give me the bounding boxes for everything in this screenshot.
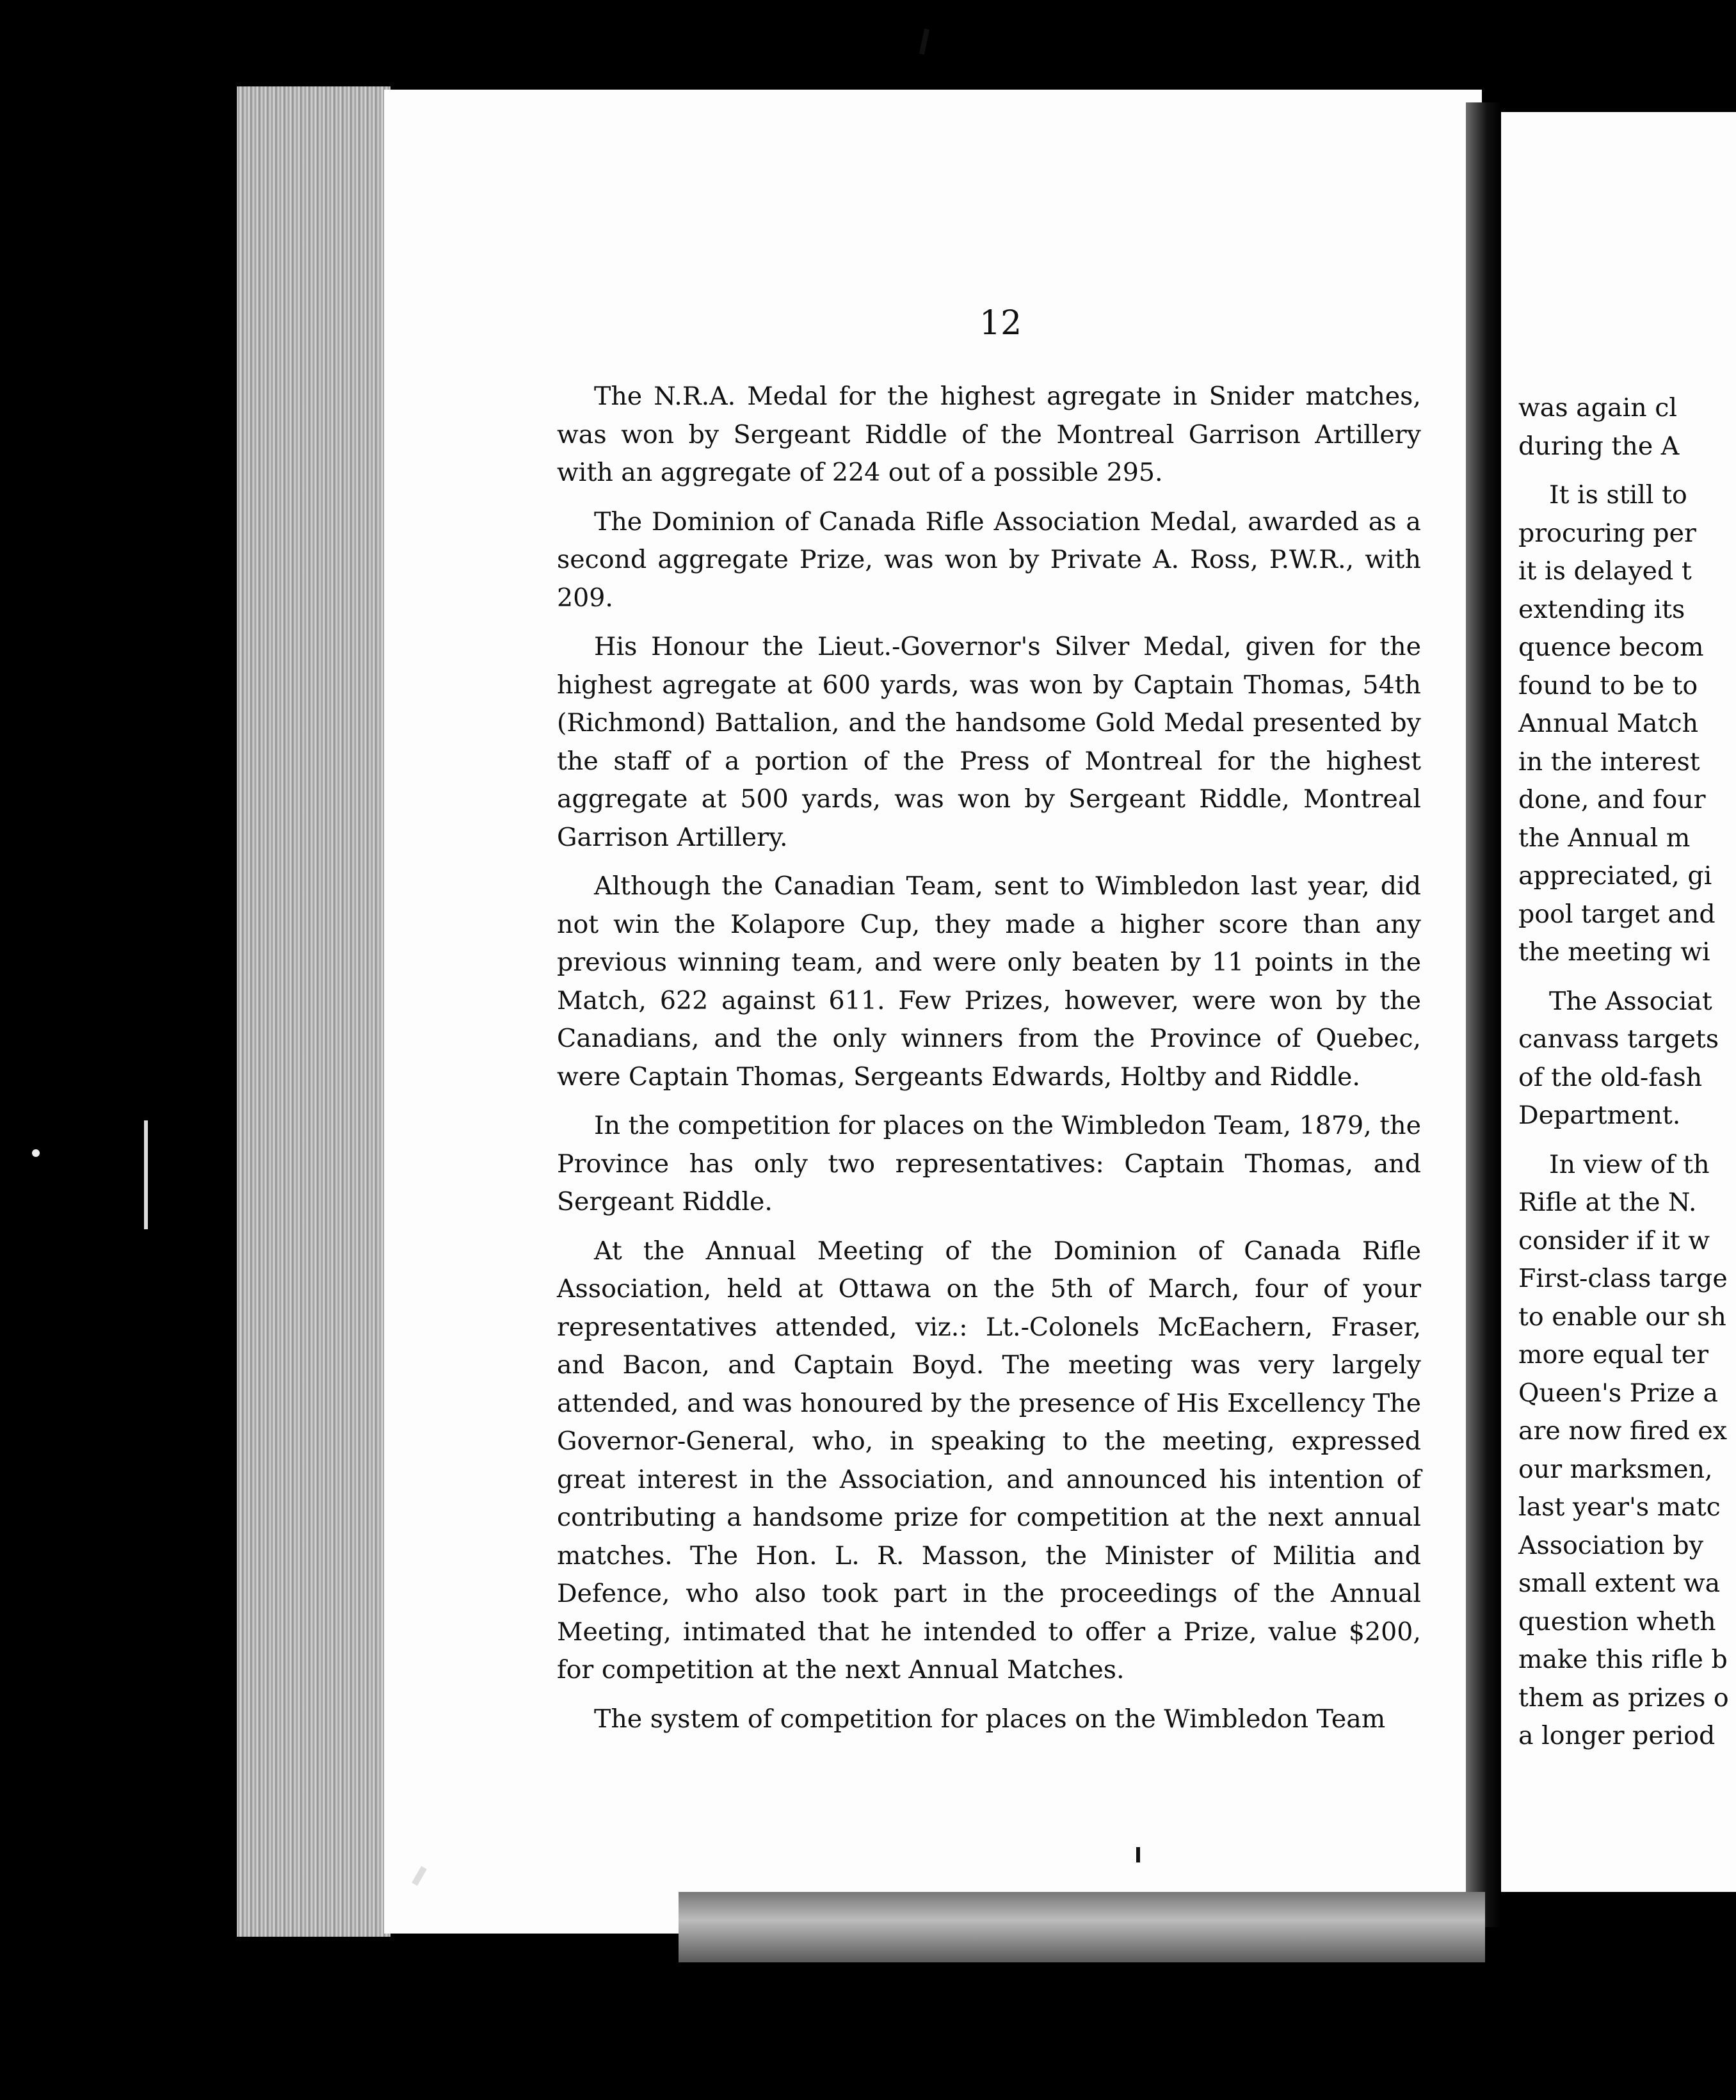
text-line: appreciated, gi	[1518, 861, 1712, 891]
text-line: question wheth	[1518, 1606, 1716, 1636]
text-line: quence becom	[1518, 633, 1704, 662]
book-bottom-edge	[679, 1892, 1485, 1962]
paragraph-gap	[1518, 465, 1736, 476]
paragraph: His Honour the Lieut.-Governor's Silver Medal, given for the highest agregate at 600 yards, was won by Captain Thomas, 54th (Richmond) Battalion, and the handsome Gold Medal presented by the staff of a portion of the Press of Montreal for the highest aggregate at 500 yards, was won by Sergeant Riddle, Montreal Garrison Artillery.	[557, 632, 1421, 852]
paragraph: The system of competition for places on the Wimbledon Team	[594, 1704, 1386, 1734]
text-line: The Associat	[1549, 986, 1712, 1016]
text-line: to enable our sh	[1518, 1302, 1726, 1332]
text-line: are now fired ex	[1518, 1416, 1728, 1446]
text-line: Rifle at the N.	[1518, 1188, 1697, 1217]
text-line: make this rifle b	[1518, 1645, 1728, 1674]
text-line: It is still to	[1549, 480, 1687, 510]
text-line: pool target and	[1518, 899, 1716, 929]
text-line: procuring per	[1518, 518, 1696, 548]
scan-speck	[32, 1149, 40, 1157]
text-line: Queen's Prize a	[1518, 1378, 1719, 1408]
text-line: was again cl	[1518, 393, 1677, 423]
text-line: more equal ter	[1518, 1340, 1709, 1369]
paragraph: In the competition for places on the Wimbledon Team, 1879, the Province has only two representatives: Captain Thomas, and Sergeant Riddle.	[557, 1111, 1421, 1216]
text-line: our marksmen,	[1518, 1454, 1713, 1484]
paragraph: At the Annual Meeting of the Dominion of Canada Rifle Association, held at Ottawa on the 5th of March, four of your representatives attended, viz.: Lt.-Colonels McEachern, Fraser, and Bacon, and Captain Boyd. The meeting was very largely attended, and was honoured by the presence of His Excellency The Governor-General, who, in speaking to the meeting, expressed great interest in the Association, and announced his intention of contributing a handsome prize for competition at the next annual matches. The Hon. L. R. Masson, the Minister of Militia and Defence, who also took part in the proceedings of the Annual Meeting, intimated that he intended to offer a Prize, value $200, for competition at the next Annual Matches.	[557, 1236, 1421, 1684]
text-line: in the interest	[1518, 747, 1700, 777]
text-line: done, and four	[1518, 785, 1706, 814]
text-line: First-class targe	[1518, 1264, 1728, 1293]
scan-speck	[144, 1120, 148, 1229]
text-line: it is delayed t	[1518, 556, 1692, 586]
text-line: Department.	[1518, 1101, 1681, 1130]
paragraph: The N.R.A. Medal for the highest agregate in Snider matches, was won by Sergeant Riddle of the Montreal Garrison Artillery with an aggregate of 224 out of a possible 295.	[557, 382, 1421, 487]
text-line: the meeting wi	[1518, 937, 1710, 967]
text-line: found to be to	[1518, 670, 1698, 700]
text-line: Annual Match	[1518, 709, 1699, 738]
text-line: small extent wa	[1518, 1569, 1721, 1598]
text-line: consider if it w	[1518, 1225, 1710, 1256]
paragraph-gap	[1518, 1135, 1736, 1146]
text-line: the Annual m	[1518, 823, 1691, 853]
scan-speck	[1136, 1847, 1140, 1862]
page-number: 12	[979, 304, 1022, 343]
text-line: them as prizes o	[1518, 1683, 1729, 1713]
text-line: during the A	[1518, 431, 1680, 461]
right-page-body	[1518, 389, 1736, 1756]
text-line: In view of th	[1549, 1149, 1710, 1179]
book-page-edges	[237, 86, 390, 1937]
text-line: a longer period	[1518, 1721, 1716, 1750]
text-line: of the old-fash	[1518, 1062, 1703, 1092]
text-line: canvass targets	[1518, 1024, 1719, 1054]
text-line: last year's matc	[1518, 1492, 1721, 1522]
paragraph: The Dominion of Canada Rifle Association Medal, awarded as a second aggregate Prize, was won by Private A. Ross, P.W.R., with 209.	[557, 506, 1421, 613]
text-line: Association by	[1518, 1530, 1704, 1560]
book-gutter	[1466, 102, 1501, 1927]
paragraph-gap	[1518, 972, 1736, 983]
text-line: extending its	[1518, 594, 1685, 624]
paragraph: Although the Canadian Team, sent to Wimbledon last year, did not win the Kolapore Cup, they made a higher score than any previous winning team, and were only beaten by 11 points in the Match, 622 against 611. Few Prizes, however, were won by the Canadians, and the only winners from the Province of Quebec, were Captain Thomas, Sergeants Edwards, Holtby and Riddle.	[557, 871, 1421, 1092]
left-page-body	[557, 378, 1421, 1749]
